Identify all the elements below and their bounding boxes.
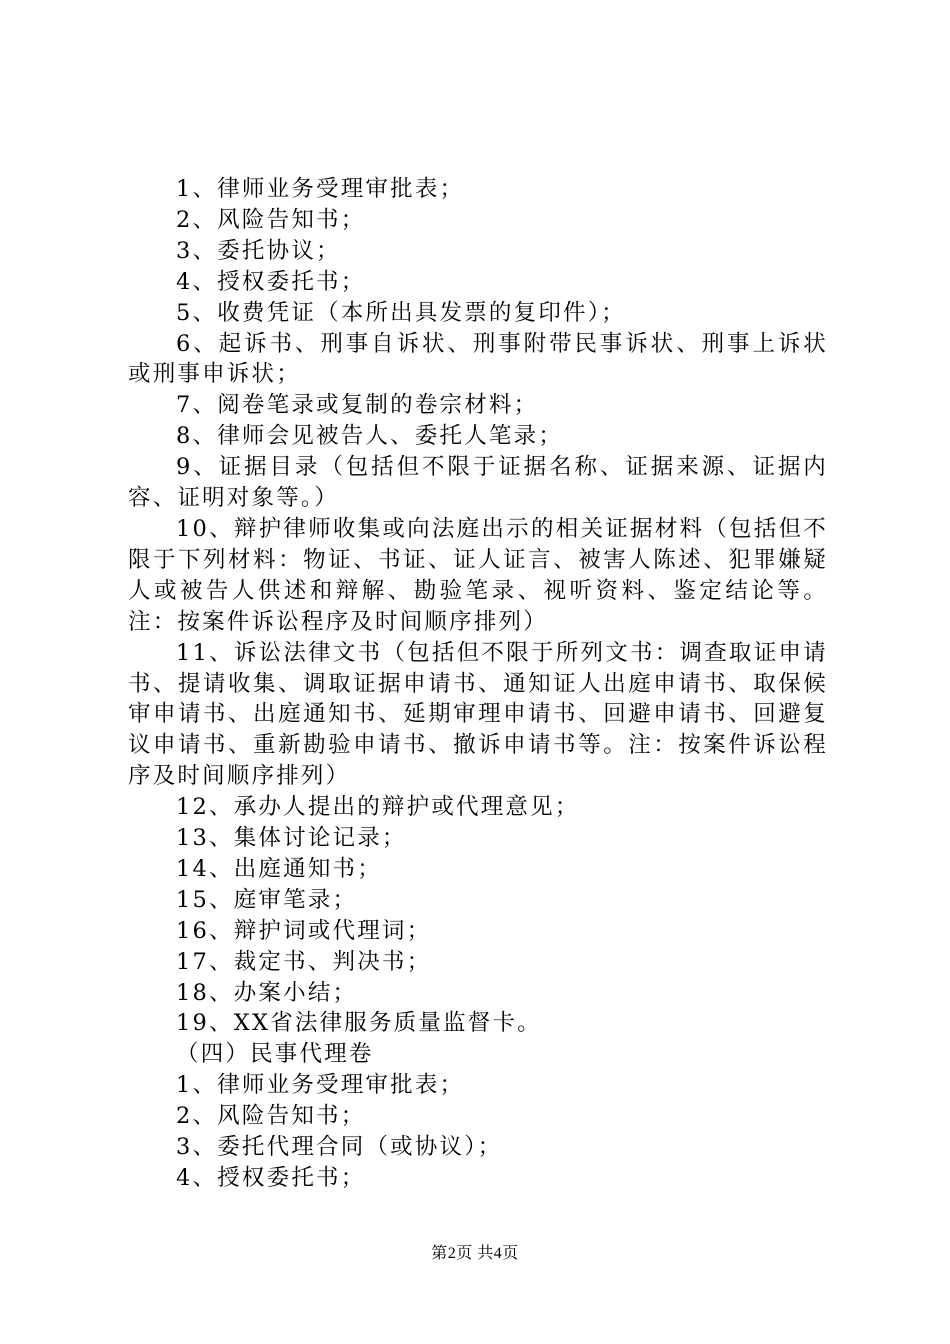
list-item: 3、委托代理合同（或协议）；: [176, 1134, 503, 1161]
section-heading: （四）民事代理卷: [176, 1041, 374, 1068]
list-item: 3、委托协议；: [176, 237, 341, 264]
list-item: 17、裁定书、判决书；: [176, 948, 432, 975]
list-item: 6、起诉书、刑事自诉状、刑事附带民事诉状、刑事上诉状或刑事申诉状；: [128, 330, 828, 388]
list-item: 2、风险告知书；: [176, 206, 366, 233]
list-item: 10、辩护律师收集或向法庭出示的相关证据材料（包括但不限于下列材料：物证、书证、证人证言、被害人陈述、犯罪嫌疑人或被告人供述和辩解、勘验笔录、视听资料、鉴定结论等。注：按案件诉讼程序及时间顺序排列）: [128, 515, 828, 635]
list-item: 7、阅卷笔录或复制的卷宗材料；: [176, 392, 539, 419]
list-item: 12、承办人提出的辩护或代理意见；: [176, 794, 580, 821]
list-item: 1、律师业务受理审批表；: [176, 176, 465, 202]
list-item: 4、授权委托书；: [176, 1165, 366, 1191]
list-item: 11、诉讼法律文书（包括但不限于所列文书：调查取证申请书、提请收集、调取证据申请书、通知证人出庭申请书、取保候审申请书、出庭通知书、延期审理申请书、回避申请书、回避复议申请书、重新勘验申请书、撤诉申请书等。注：按案件诉讼程序及时间顺序排列）: [128, 639, 828, 790]
list-item: 9、证据目录（包括但不限于证据名称、证据来源、证据内容、证明对象等。）: [128, 454, 828, 512]
list-item: 19、XX省法律服务质量监督卡。: [176, 1010, 542, 1037]
list-item: 5、收费凭证（本所出具发票的复印件）；: [176, 299, 626, 326]
document-body: [128, 174, 828, 1194]
list-item: 8、律师会见被告人、委托人笔录；: [176, 423, 564, 450]
list-item: 13、集体讨论记录；: [176, 825, 407, 852]
list-item: 2、风险告知书；: [176, 1103, 366, 1130]
list-item: 14、出庭通知书；: [176, 855, 382, 882]
list-item: 15、庭审笔录；: [176, 886, 358, 913]
page-number-footer: 第2页 共4页: [431, 1245, 519, 1262]
list-item: 18、办案小结；: [176, 979, 358, 1006]
list-item: 4、授权委托书；: [176, 268, 366, 295]
list-item: 1、律师业务受理审批表；: [176, 1072, 465, 1099]
list-item: 16、辩护词或代理词；: [176, 917, 432, 944]
